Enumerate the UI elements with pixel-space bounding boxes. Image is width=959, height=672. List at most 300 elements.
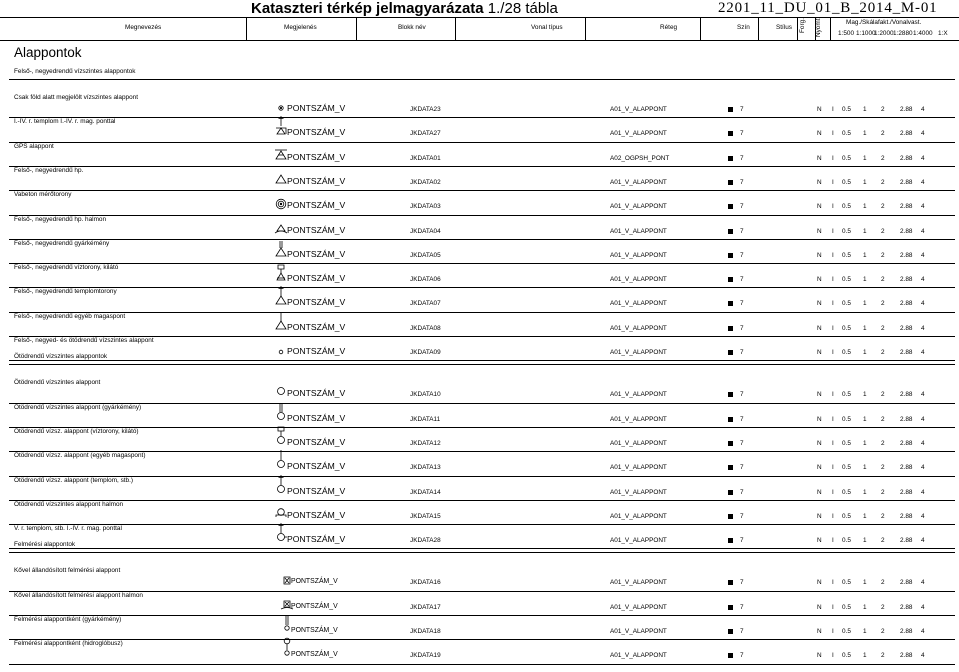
color-value: 7 (740, 488, 744, 496)
print-flag: I (832, 537, 834, 545)
row-divider (9, 142, 955, 143)
row-divider (9, 451, 955, 452)
print-flag: I (832, 349, 834, 356)
gps-triangle-icon (274, 140, 288, 162)
color-swatch (728, 417, 733, 422)
print-flag: I (832, 276, 834, 284)
scale-cell: 2 (881, 464, 885, 472)
scale-cell: 2 (881, 106, 885, 113)
rotation-flag: N (817, 203, 822, 211)
scale-cell: 1 (863, 203, 867, 211)
row-name: Ötödrendű vízsz. alappont (víztorony, kilátó) (14, 427, 139, 435)
row-name: Felmérési alappontként (gyárkémény) (14, 616, 122, 623)
scale-cell: 4 (921, 251, 925, 259)
scale-cell: 1 (863, 349, 867, 356)
color-swatch (728, 107, 733, 112)
point-number-label: PONTSZÁM_V (291, 602, 338, 610)
layer-name: A01_V_ALAPPONT (610, 276, 667, 284)
scale-cell: 2 (881, 276, 885, 284)
color-swatch (728, 204, 733, 209)
row-name: Felső-, negyed- és ötödrendű vízszintes alappont (14, 337, 154, 344)
row-name: Felső-, negyedrendű hp. (14, 166, 84, 174)
layer-name: A01_V_ALAPPONT (610, 464, 667, 472)
scale-cell: 0.5 (842, 391, 851, 399)
row-name: Ötödrendű vízszintes alappont halmon (14, 500, 124, 508)
print-flag: I (832, 603, 834, 611)
scale-cell: 2 (881, 251, 885, 259)
rotation-flag: N (817, 154, 822, 162)
row-divider (9, 548, 955, 549)
scale-cell: 2.88 (900, 579, 913, 587)
rotation-flag: N (817, 227, 822, 235)
scale-cell: 4 (921, 130, 925, 138)
print-flag: I (832, 130, 834, 138)
row-name: Ötödrendű vízszintes alappont (14, 379, 101, 387)
scale-cell: 2 (881, 178, 885, 186)
scale-cell: 2 (881, 579, 885, 587)
color-value: 7 (740, 106, 744, 113)
scale-cell: 2 (881, 537, 885, 545)
scale-cell: 2.88 (900, 603, 913, 611)
row-divider (9, 476, 955, 477)
print-flag: I (832, 652, 834, 660)
scale-cell: 1 (863, 227, 867, 235)
scale-cell: 2.88 (900, 439, 913, 447)
scale-cell: 0.5 (842, 464, 851, 472)
column-divider (455, 17, 456, 40)
column-header-label: Stílus (776, 24, 792, 31)
scale-cell: 2 (881, 439, 885, 447)
scale-cell: 2.88 (900, 415, 913, 423)
rotation-flag: N (817, 251, 822, 259)
scale-cell: 2 (881, 628, 885, 635)
scale-cell: 4 (921, 628, 925, 635)
print-flag: I (832, 391, 834, 399)
row-divider (9, 364, 955, 365)
print-flag: I (832, 106, 834, 113)
scale-cell: 2 (881, 488, 885, 496)
scale-cell: 2.88 (900, 106, 913, 113)
scale-cell: 4 (921, 227, 925, 235)
church-circle-flag-icon (274, 522, 288, 544)
scale-cell: 0.5 (842, 349, 851, 356)
layer-name: A01_V_ALAPPONT (610, 652, 667, 660)
scale-cell: 4 (921, 603, 925, 611)
scale-cell: 4 (921, 178, 925, 186)
scale-cell: 2 (881, 324, 885, 332)
small-circle-icon (274, 334, 288, 356)
row-name: I.-IV. r. templom I.-IV. r. mag. ponttal (14, 118, 116, 126)
row-name: Csak föld alatt megjelölt vízszintes alappont (14, 94, 138, 101)
scale-cell: 2.88 (900, 178, 913, 186)
row-name: Ötödrendű vízsz. alappont (egyéb magaspont) (14, 452, 146, 460)
column-header-label: Megjelenés (284, 24, 317, 31)
column-header-label: Nyomt. (815, 16, 822, 37)
scale-cell: 0.5 (842, 154, 851, 162)
scale-cell: 2 (881, 603, 885, 611)
scale-cell: 0.5 (842, 227, 851, 235)
scale-cell: 2.88 (900, 154, 913, 162)
block-name: JKDATA19 (410, 652, 441, 660)
row-name: Felső-, negyedrendű gyárkémény (14, 239, 110, 247)
scale-cell: 2 (881, 652, 885, 660)
scale-cell: 1 (863, 579, 867, 587)
triangle-icon (274, 164, 288, 186)
point-number-label: PONTSZÁM_V (291, 627, 338, 634)
print-flag: I (832, 512, 834, 520)
scale-cell: 4 (921, 324, 925, 332)
scale-cell: 1 (863, 324, 867, 332)
column-header-label: Vonal típus (531, 24, 563, 31)
rotation-flag: N (817, 178, 822, 186)
row-divider (9, 664, 955, 665)
rotation-flag: N (817, 537, 822, 545)
scale-header: Mag./Skálafakt./Vonalvast. (846, 19, 922, 26)
color-value: 7 (740, 439, 744, 447)
column-divider (246, 17, 247, 40)
row-divider (9, 239, 955, 240)
row-name: Felső-, negyedrendű templomtorony (14, 288, 117, 296)
column-divider (758, 17, 759, 40)
row-divider (9, 312, 955, 313)
row-divider (9, 79, 955, 80)
scale-cell: 2.88 (900, 652, 913, 660)
block-name: JKDATA27 (410, 130, 441, 138)
layer-name: A01_V_ALAPPONT (610, 537, 667, 545)
color-swatch (728, 605, 733, 610)
scale-cell: 4 (921, 464, 925, 472)
print-flag: I (832, 415, 834, 423)
scale-cell: 2.88 (900, 391, 913, 399)
row-divider (9, 117, 955, 118)
scale-cell: 2.88 (900, 251, 913, 259)
scale-cell: 1 (863, 415, 867, 423)
color-value: 7 (740, 652, 744, 660)
scale-cell: 1 (863, 537, 867, 545)
scale-cell: 1 (863, 154, 867, 162)
scale-cell: 1 (863, 512, 867, 520)
rotation-flag: N (817, 106, 822, 113)
scale-cell: 0.5 (842, 512, 851, 520)
point-number-label: PONTSZÁM_V (287, 297, 346, 308)
color-value: 7 (740, 300, 744, 308)
color-swatch (728, 465, 733, 470)
scale-value: 1:2000 (874, 30, 894, 37)
color-swatch (728, 131, 733, 136)
print-flag: I (832, 178, 834, 186)
scale-cell: 2 (881, 227, 885, 235)
color-value: 7 (740, 178, 744, 186)
color-value: 7 (740, 628, 744, 635)
block-name: JKDATA14 (410, 488, 441, 496)
rotation-flag: N (817, 130, 822, 138)
block-name: JKDATA06 (410, 276, 441, 284)
block-name: JKDATA17 (410, 603, 441, 611)
block-name: JKDATA10 (410, 391, 441, 399)
block-name: JKDATA03 (410, 203, 441, 211)
column-header-label: Forg. (799, 18, 806, 33)
point-number-label: PONTSZÁM_V (287, 346, 346, 356)
row-name: Ötödrendű vízszintes alappont (gyárkémény) (14, 403, 142, 411)
section-title: Alappontok (14, 45, 82, 60)
rotation-flag: N (817, 512, 822, 520)
scale-cell: 4 (921, 203, 925, 211)
row-divider (9, 552, 955, 553)
scale-cell: 4 (921, 512, 925, 520)
group-title: Felmérési alappontok (14, 541, 76, 549)
layer-name: A01_V_ALAPPONT (610, 391, 667, 399)
row-name: Ötödrendű vízsz. alappont (templom, stb.) (14, 476, 133, 484)
scale-cell: 0.5 (842, 106, 851, 113)
scale-cell: 2.88 (900, 349, 913, 356)
layer-name: A01_V_ALAPPONT (610, 203, 667, 211)
point-number-label: PONTSZÁM_V (287, 273, 346, 284)
color-swatch (728, 653, 733, 658)
chimney-triangle-icon (274, 237, 288, 259)
color-swatch (728, 490, 733, 495)
color-value: 7 (740, 415, 744, 423)
scale-cell: 1 (863, 251, 867, 259)
print-flag: I (832, 464, 834, 472)
color-value: 7 (740, 512, 744, 520)
scale-cell: 1 (863, 130, 867, 138)
scale-cell: 4 (921, 415, 925, 423)
rotation-flag: N (817, 276, 822, 284)
point-number-label: PONTSZÁM_V (287, 127, 346, 138)
color-value: 7 (740, 251, 744, 259)
church-tower-icon (274, 115, 288, 137)
scale-value: 1:500 (838, 30, 854, 37)
color-swatch (728, 392, 733, 397)
color-value: 7 (740, 276, 744, 284)
scale-cell: 4 (921, 652, 925, 660)
color-swatch (728, 538, 733, 543)
layer-name: A01_V_ALAPPONT (610, 488, 667, 496)
scale-cell: 0.5 (842, 251, 851, 259)
page-title (251, 1, 558, 16)
row-divider (9, 427, 955, 428)
block-name: JKDATA07 (410, 300, 441, 308)
tower-circle-icon (274, 188, 288, 210)
row-name: Felmérési alappontként (hidroglóbusz) (14, 640, 123, 648)
scale-cell: 0.5 (842, 300, 851, 308)
row-divider (9, 190, 955, 191)
block-name: JKDATA11 (410, 415, 441, 423)
row-name: Felső-, negyedrendű egyéb magaspont (14, 312, 126, 320)
layer-name: A01_V_ALAPPONT (610, 512, 667, 520)
color-swatch (728, 441, 733, 446)
row-divider (9, 166, 955, 167)
color-value: 7 (740, 227, 744, 235)
point-number-label: PONTSZÁM_V (287, 485, 346, 496)
layer-name: A01_V_ALAPPONT (610, 628, 667, 635)
print-flag: I (832, 628, 834, 635)
mast-circle-icon (274, 449, 288, 471)
print-flag: I (832, 579, 834, 587)
color-swatch (728, 326, 733, 331)
block-name: JKDATA08 (410, 324, 441, 332)
block-name: JKDATA09 (410, 349, 441, 356)
rotation-flag: N (817, 439, 822, 447)
scale-cell: 1 (863, 628, 867, 635)
scale-cell: 2 (881, 300, 885, 308)
print-flag: I (832, 324, 834, 332)
church-triangle-icon (274, 285, 288, 307)
point-number-label: PONTSZÁM_V (291, 651, 338, 659)
row-name: Kővel állandósított felmérési alappont halmon (14, 591, 143, 599)
color-swatch (728, 277, 733, 282)
row-divider (9, 263, 955, 264)
color-value: 7 (740, 603, 744, 611)
block-name: JKDATA18 (410, 628, 441, 635)
point-number-label: PONTSZÁM_V (287, 321, 346, 332)
mast-triangle-icon (274, 310, 288, 332)
point-number-label: PONTSZÁM_V (287, 436, 346, 447)
scale-cell: 0.5 (842, 130, 851, 138)
color-value: 7 (740, 464, 744, 472)
print-flag: I (832, 203, 834, 211)
print-flag: I (832, 154, 834, 162)
scale-cell: 1 (863, 391, 867, 399)
scale-cell: 4 (921, 579, 925, 587)
scale-cell: 2 (881, 415, 885, 423)
print-flag: I (832, 488, 834, 496)
scale-cell: 2.88 (900, 227, 913, 235)
scale-cell: 0.5 (842, 579, 851, 587)
color-value: 7 (740, 130, 744, 138)
scale-cell: 1 (863, 439, 867, 447)
color-swatch (728, 180, 733, 185)
color-swatch (728, 580, 733, 585)
scale-cell: 4 (921, 488, 925, 496)
scale-cell: 0.5 (842, 324, 851, 332)
scale-cell: 0.5 (842, 415, 851, 423)
block-name: JKDATA13 (410, 464, 441, 472)
water-tower-icon (274, 261, 288, 283)
layer-name: A01_V_ALAPPONT (610, 579, 667, 587)
print-flag: I (832, 227, 834, 235)
rotation-flag: N (817, 579, 822, 587)
point-number-label: PONTSZÁM_V (287, 509, 346, 520)
layer-name: A01_V_ALAPPONT (610, 300, 667, 308)
rotation-flag: N (817, 324, 822, 332)
layer-name: A02_OGPSH_PONT (610, 154, 670, 162)
row-divider (9, 403, 955, 404)
document-code: 2201_11_DU_01_B_2014_M-01 (718, 0, 938, 16)
rotation-flag: N (817, 415, 822, 423)
scale-cell: 2.88 (900, 488, 913, 496)
color-swatch (728, 229, 733, 234)
row-name: GPS alappont (14, 142, 54, 150)
color-swatch (728, 350, 733, 355)
point-number-label: PONTSZÁM_V (287, 248, 346, 259)
rotation-flag: N (817, 300, 822, 308)
scale-cell: 2 (881, 130, 885, 138)
scale-cell: 0.5 (842, 652, 851, 660)
block-name: JKDATA02 (410, 178, 441, 186)
print-flag: I (832, 300, 834, 308)
point-number-label: PONTSZÁM_V (287, 461, 346, 472)
triangle-mound-icon (274, 213, 288, 235)
scale-cell: 2.88 (900, 203, 913, 211)
column-header-label: Blokk név (398, 24, 426, 31)
block-name: JKDATA05 (410, 251, 441, 259)
color-swatch (728, 514, 733, 519)
scale-cell: 0.5 (842, 537, 851, 545)
layer-name: A01_V_ALAPPONT (610, 130, 667, 138)
point-number-label: PONTSZÁM_V (291, 578, 338, 586)
point-number-label: PONTSZÁM_V (287, 151, 346, 162)
column-divider (585, 17, 586, 40)
layer-name: A01_V_ALAPPONT (610, 178, 667, 186)
scale-cell: 2.88 (900, 628, 913, 635)
rotation-flag: N (817, 391, 822, 399)
layer-name: A01_V_ALAPPONT (610, 349, 667, 356)
scale-cell: 1 (863, 652, 867, 660)
layer-name: A01_V_ALAPPONT (610, 251, 667, 259)
scale-cell: 1 (863, 464, 867, 472)
scale-cell: 1 (863, 603, 867, 611)
color-value: 7 (740, 537, 744, 545)
row-name: Felső-, negyedrendű hp. halmon (14, 215, 107, 223)
scale-cell: 1 (863, 178, 867, 186)
scale-cell: 1 (863, 300, 867, 308)
scale-cell: 2.88 (900, 464, 913, 472)
block-name: JKDATA01 (410, 154, 441, 162)
point-number-label: PONTSZÁM_V (287, 412, 346, 423)
scale-cell: 2.88 (900, 512, 913, 520)
group-title: Ötödrendű vízszintes alappontok (14, 353, 108, 361)
print-flag: I (832, 251, 834, 259)
scale-cell: 0.5 (842, 603, 851, 611)
column-divider (797, 17, 798, 40)
block-name: JKDATA28 (410, 537, 441, 545)
chimney-circle-icon (274, 401, 288, 423)
scale-cell: 2.88 (900, 537, 913, 545)
point-number-label: PONTSZÁM_V (287, 388, 346, 399)
column-divider (830, 17, 831, 40)
title-page: 1./28 tábla (487, 0, 558, 17)
row-divider (9, 639, 955, 640)
circle-mound-icon (274, 498, 288, 520)
color-value: 7 (740, 349, 744, 356)
row-name: V. r. templom, stb. I.-IV. r. mag. ponttal (14, 525, 122, 533)
rotation-flag: N (817, 488, 822, 496)
row-divider (0, 40, 959, 41)
color-value: 7 (740, 391, 744, 399)
point-number-label: PONTSZÁM_V (287, 200, 346, 211)
rotation-flag: N (817, 349, 822, 356)
row-name: Felső-, negyedrendű víztorony, kilátó (14, 264, 119, 272)
layer-name: A01_V_ALAPPONT (610, 603, 667, 611)
scale-value: 1:1000 (856, 30, 876, 37)
scale-cell: 0.5 (842, 203, 851, 211)
block-name: JKDATA15 (410, 512, 441, 520)
block-name: JKDATA16 (410, 579, 441, 587)
church-circle-icon (274, 474, 288, 496)
scale-cell: 2 (881, 154, 885, 162)
scale-cell: 2.88 (900, 276, 913, 284)
row-name: Kővel állandósított felmérési alappont (14, 567, 121, 575)
scale-cell: 4 (921, 300, 925, 308)
scale-cell: 0.5 (842, 628, 851, 635)
scale-value: 1:X (938, 30, 948, 37)
row-divider (9, 500, 955, 501)
print-flag: I (832, 439, 834, 447)
scale-cell: 0.5 (842, 276, 851, 284)
scale-cell: 4 (921, 276, 925, 284)
rotation-flag: N (817, 603, 822, 611)
